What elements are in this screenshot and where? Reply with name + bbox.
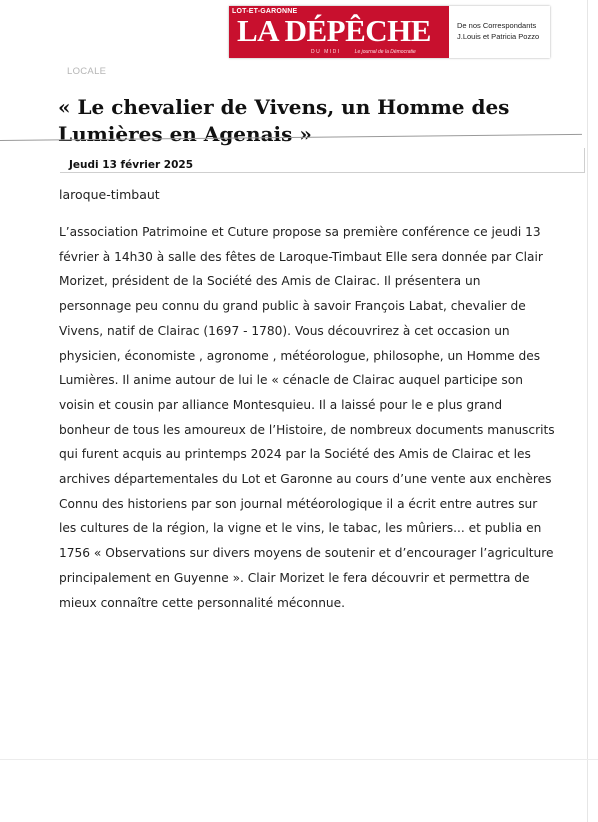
- credit-line-2: J.Louis et Patricia Pozzo: [457, 32, 540, 41]
- body-line: physicien, économiste , agronome , météorologue, philosophe, un Homme des: [59, 348, 541, 363]
- masthead-tagline: Le journal de la Démocratie: [354, 49, 416, 55]
- body-line: bonheur de tous les amoureux de l’Histoire, de nombreux documents manuscrits: [59, 422, 555, 437]
- body-line: qui furent acquis au printemps 2024 par la Société des Amis de Clairac et les: [59, 447, 531, 462]
- masthead-submark-text: DU MIDI: [311, 49, 341, 55]
- correspondents-credit: [457, 20, 547, 42]
- credit-line-1: De nos Correspondants: [457, 21, 537, 30]
- article-location: laroque-timbaut: [59, 187, 160, 202]
- masthead-logo-block: [229, 6, 449, 58]
- article-date: Jeudi 13 février 2025: [69, 159, 194, 171]
- scan-edge-right: [587, 0, 588, 822]
- body-line: principalement en Guyenne ». Clair Morizet le fera découvrir et permettra de: [59, 570, 530, 585]
- body-line: Vivens, natif de Clairac (1697 - 1780). Vous découvrirez à cet occasion un: [59, 323, 510, 338]
- section-label: LOCALE: [67, 66, 107, 77]
- body-line: archives départementales du Lot et Garonne au cours d’une vente aux enchères: [59, 472, 552, 487]
- masthead-logo: LA DÉPÊCHE: [237, 13, 431, 48]
- article-headline: « Le chevalier de Vivens, un Homme des Lumières en Agenais »: [58, 95, 510, 146]
- body-line: Lumières. Il anime autour de lui le « cénacle de Clairac auquel participe son: [59, 373, 523, 388]
- body-line: L’association Patrimoine et Cuture propose sa première conférence ce jeudi 13: [59, 225, 541, 239]
- masthead-submark: [311, 49, 416, 55]
- article-body: [59, 220, 569, 615]
- masthead-region: LOT-ET-GARONNE: [232, 8, 298, 15]
- body-line: les cultures de la région, la vigne et le vins, le tabac, les mûriers... et publia en: [59, 521, 542, 536]
- body-line: personnage peu connu du grand public à savoir François Labat, chevalier de: [59, 299, 526, 314]
- body-line: 1756 « Observations sur divers moyens de soutenir et d’encourager l’agriculture: [59, 546, 554, 561]
- body-line: Connu des historiens par son journal météorologique il a écrit entre autres sur: [59, 496, 538, 511]
- newspaper-masthead: [229, 6, 550, 58]
- body-line: mieux connaître cette personnalité méconnue.: [59, 595, 346, 610]
- scan-edge-bottom: [0, 759, 598, 760]
- body-line: voisin et cousin par alliance Montesquieu. Il a laissé pour le e plus grand: [59, 397, 503, 412]
- body-line: Morizet, président de la Société des Amis de Clairac. Il présentera un: [59, 274, 481, 289]
- body-line: février à 14h30 à salle des fêtes de Laroque-Timbaut Elle sera donnée par Clair: [59, 249, 543, 264]
